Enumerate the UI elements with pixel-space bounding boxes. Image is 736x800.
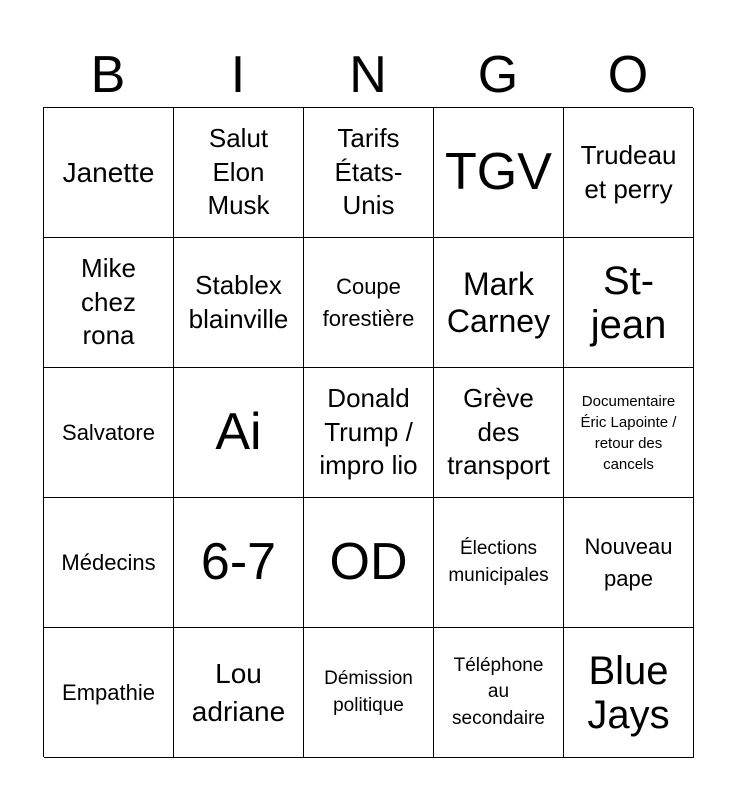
header-letter-g: G (477, 46, 519, 104)
bingo-cell[interactable] (174, 108, 304, 238)
bingo-cell[interactable] (564, 108, 694, 238)
bingo-board (43, 107, 693, 757)
bingo-cell[interactable] (44, 108, 174, 238)
cell-text: Stablex blainville (188, 269, 289, 334)
bingo-cell[interactable] (174, 238, 304, 368)
cell-text: Salut Elon Musk (207, 122, 270, 221)
bingo-cell[interactable] (174, 628, 304, 758)
bingo-cell[interactable] (304, 628, 434, 758)
bingo-cell[interactable] (174, 368, 304, 498)
bingo-header (43, 42, 693, 108)
bingo-cell[interactable] (304, 238, 434, 368)
bingo-cell[interactable] (564, 368, 694, 498)
cell-text: Nouveau pape (584, 533, 673, 591)
bingo-cell[interactable] (174, 498, 304, 628)
bingo-cell[interactable] (434, 368, 564, 498)
cell-text: Téléphone au secondaire (452, 654, 545, 729)
bingo-cell[interactable] (44, 238, 174, 368)
cell-text: Coupe forestière (322, 273, 415, 331)
bingo-cell[interactable] (564, 238, 694, 368)
header-letter-n: N (349, 46, 387, 104)
header-letter-o: O (607, 46, 649, 104)
cell-text: OD (329, 532, 408, 591)
bingo-cell[interactable] (434, 238, 564, 368)
cell-text: 6-7 (200, 532, 277, 591)
cell-text: TGV (445, 142, 552, 201)
cell-text: Janette (62, 156, 155, 188)
bingo-cell[interactable] (434, 108, 564, 238)
bingo-cell[interactable] (304, 108, 434, 238)
cell-text: Mike chez rona (81, 252, 136, 351)
cell-text: Élections municipales (448, 537, 549, 586)
cell-text: Médecins (61, 549, 156, 575)
cell-text: Documentaire Éric Lapointe / retour des cancels (580, 392, 677, 473)
bingo-cell[interactable] (44, 498, 174, 628)
bingo-cell[interactable] (304, 498, 434, 628)
bingo-cell[interactable] (44, 368, 174, 498)
cell-text: Tarifs États- Unis (334, 122, 403, 221)
bingo-cell[interactable] (564, 498, 694, 628)
cell-text: Blue Jays (587, 648, 670, 737)
bingo-cell[interactable] (304, 368, 434, 498)
cell-text: Mark Carney (446, 265, 551, 339)
cell-text: Salvatore (62, 419, 155, 445)
cell-text: Ai (215, 402, 262, 461)
cell-text: St- jean (590, 258, 667, 347)
cell-text: Empathie (62, 679, 155, 705)
cell-text: Donald Trump / impro lio (319, 382, 418, 481)
header-letter-i: I (230, 46, 246, 104)
header-letter-b: B (90, 46, 126, 104)
bingo-cell[interactable] (434, 498, 564, 628)
cell-text: Démission politique (324, 667, 413, 716)
bingo-cell[interactable] (434, 628, 564, 758)
bingo-cell[interactable] (564, 628, 694, 758)
cell-text: Trudeau et perry (580, 139, 677, 204)
cell-text: Lou adriane (191, 657, 286, 727)
bingo-cell[interactable] (44, 628, 174, 758)
cell-text: Grève des transport (447, 382, 550, 481)
